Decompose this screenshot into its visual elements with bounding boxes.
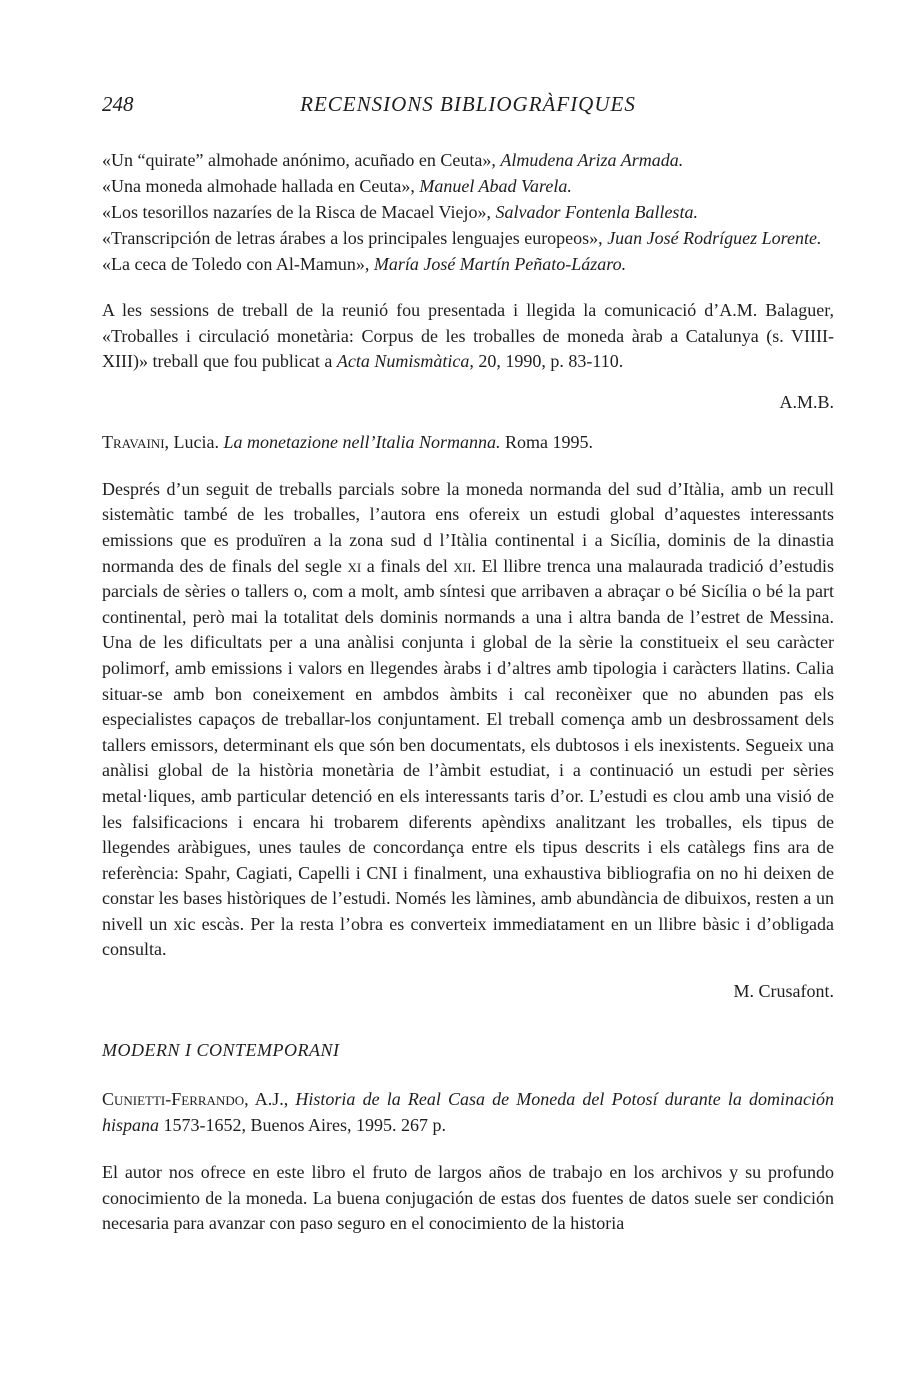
paper-entry — [102, 225, 834, 251]
review-text: a finals del — [361, 555, 454, 576]
review-publication: Roma 1995. — [500, 431, 594, 452]
century-numeral: xii — [453, 555, 472, 576]
signature-amb: A.M.B. — [779, 391, 834, 412]
century-numeral: xi — [347, 555, 362, 576]
journal-title: Acta Numismàtica — [336, 351, 470, 372]
section-heading: MODERN I CONTEMPORANI — [102, 1040, 340, 1061]
page-number: 248 — [102, 92, 134, 116]
paper-entry — [102, 199, 834, 225]
review-author-rest: , Lucia. — [164, 431, 224, 452]
paper-title: «Una moneda almohade hallada en Ceuta», — [102, 176, 420, 196]
paper-title: «Transcripción de letras árabes a los principales lenguajes europeos», — [102, 228, 608, 248]
papers-list — [102, 147, 834, 277]
review-reference — [102, 1086, 834, 1138]
paper-author: Salvador Fontenla Ballesta. — [495, 202, 698, 222]
paper-entry — [102, 251, 834, 277]
review-author: Cunietti-Ferrando — [102, 1089, 245, 1110]
paper-entry — [102, 173, 834, 199]
review-reference — [102, 429, 834, 455]
review-book-title: La monetazione nell’Italia Normanna. — [223, 431, 501, 452]
signature-crusafont: M. Crusafont. — [733, 981, 834, 1002]
paper-author: Juan José Rodríguez Lorente. — [607, 228, 822, 248]
paper-author: María José Martín Peñato-Lázaro. — [373, 254, 627, 274]
paper-title: «La ceca de Toledo con Al-Mamun», — [102, 254, 374, 274]
session-note-text: A les sessions de treball de la reunió fou presentada i llegida la comunicació d’A.M. Balaguer, «Troballes i circulació monetària: Corpus de les troballes de moneda àrab a Catalunya (s. VIIII-XIII)» treball que fou publicat a — [102, 300, 834, 372]
review-text: . El llibre trenca una malaurada tradició d’estudis parcials de sèries o tallers o, com a molt, amb síntesi que arribaven a abraçar o bé Sicília o bé la part continental, però mai la totalitat dels dominis normands a una i altra banda de l’estret de Messina. Una de les dificultats per a una anàlisi conjunta i global de la sèrie la constitueix el seu caràcter polimorf, amb emissions i valors en llegendes àrabs i d’altres amb tipologia i caràcters llatins. Calia situar-se amb bon coneixement en ambdos àmbits i cal reconèixer que no abunden pas els especialistes capaços de treballar-los conjuntament. El treball comença amb un desbrossament dels tallers emissors, determinant els que són ben documentats, els dubtosos i els inexistents. Segueix una anàlisi global de la història monetària de l’àmbit estudiat, i a continuació un estudi per sèries metal·liques, amb particular detenció en els interessants taris d’or. L’estudi es clou amb una visió de les falsificacions i encara hi trobarem diferents apèndixs analitzant les troballes, els tipus de llegendes aràbigues, unes taules de concordança entre els tipus descrits i els catàlegs fins ara de referència: Spahr, Cagiati, Capelli i CNI i finalment, una exhaustiva bibliografia on no hi deixen de constar les bases històriques de l’estudi. Només les làmines, amb abundància de dibuixos, resten a un nivell un xic escàs. Per la resta l’obra es converteix immediatament en un llibre bàsic i d’obligada consulta. — [102, 555, 835, 960]
paper-entry — [102, 147, 834, 173]
document-page — [102, 92, 834, 1237]
paper-author: Almudena Ariza Armada. — [500, 150, 684, 170]
paper-author: Manuel Abad Varela. — [419, 176, 572, 196]
review-publication: 1573-1652, Buenos Aires, 1995. 267 p. — [159, 1115, 447, 1136]
running-header — [102, 92, 834, 124]
review-author: Travaini — [102, 431, 165, 452]
running-title: RECENSIONS BIBLIOGRÀFIQUES — [300, 92, 636, 116]
review-author-rest: , A.J., — [244, 1089, 296, 1110]
review-body — [102, 477, 834, 963]
review-book-title: Historia de la Real Casa de Moneda del Potosí durante la dominación hispana — [102, 1089, 834, 1136]
review-text: Després d’un seguit de treballs parcials sobre la moneda normanda del sud d’Itàlia, amb un recull sistemàtic també de les troballes, l’autora ens ofereix un estudi global d’aquestes interessants emissions que es produïren a la zona sud d l’Itàlia continental i a Sicília, dominis de la dinastia normanda des de finals del segle — [102, 478, 834, 576]
paper-title: «Un “quirate” almohade anónimo, acuñado en Ceuta», — [102, 150, 501, 170]
session-note — [102, 298, 834, 375]
review-body: El autor nos ofrece en este libro el fruto de largos años de trabajo en los archivos y su profundo conocimiento de la moneda. La buena conjugación de estas dos fuentes de datos suele ser condición necesaria para avanzar con paso seguro en el conocimiento de la historia — [102, 1162, 834, 1234]
session-note-end: , 20, 1990, p. 83-110. — [469, 351, 624, 372]
paper-title: «Los tesorillos nazaríes de la Risca de Macael Viejo», — [102, 202, 496, 222]
